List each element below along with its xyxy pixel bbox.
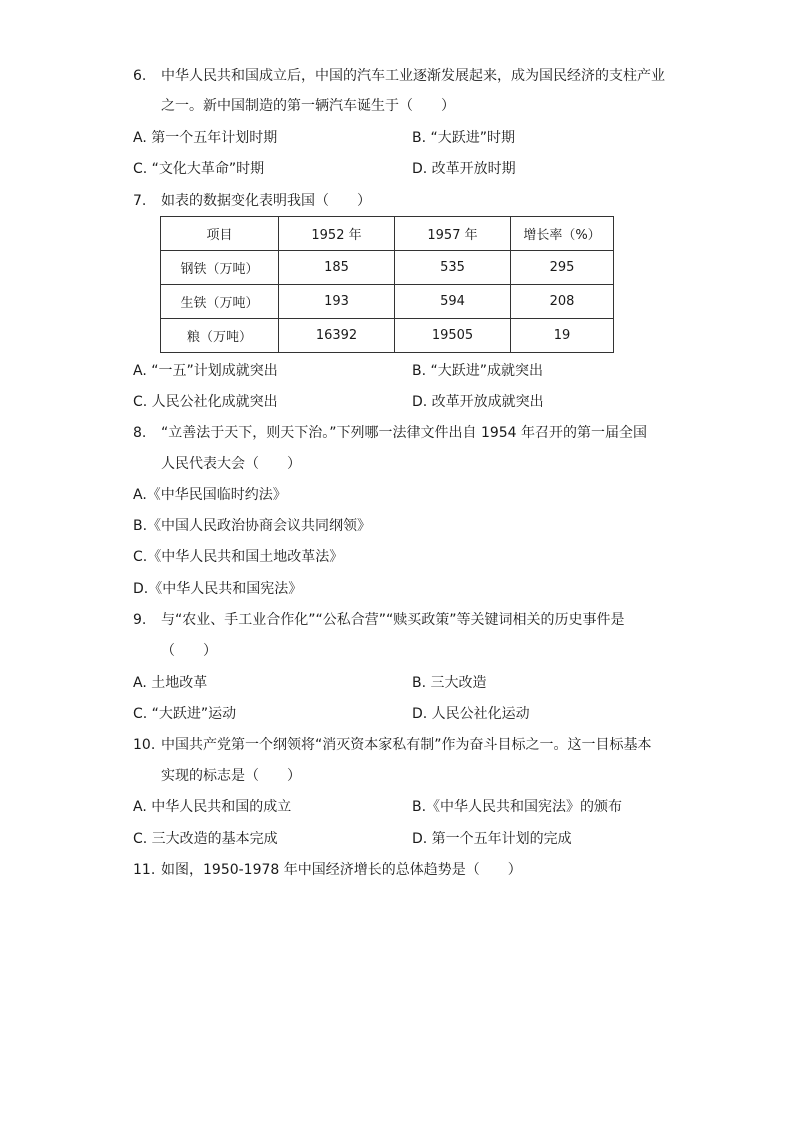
table-cell: 295 — [511, 251, 614, 285]
table-cell: 16392 — [279, 319, 395, 353]
option-b[interactable]: B. “大跃进”时期 — [412, 130, 516, 146]
table-header-cell: 1957 年 — [395, 217, 511, 251]
option-c[interactable]: C. 三大改造的基本完成 — [133, 831, 278, 847]
option-d[interactable]: D. 改革开放时期 — [412, 161, 516, 177]
question-stem: 中国共产党第一个纲领将“消灭资本家私有制”作为奋斗目标之一。这一目标基本 — [161, 737, 652, 753]
option-b[interactable]: B.《中国人民政治协商会议共同纲领》 — [133, 518, 372, 534]
table-cell: 钢铁（万吨） — [161, 251, 279, 285]
option-d[interactable]: D. 第一个五年计划的完成 — [412, 831, 572, 847]
table-cell: 粮（万吨） — [161, 319, 279, 353]
table-header-cell: 1952 年 — [279, 217, 395, 251]
question-number: 10. — [133, 737, 156, 753]
option-c[interactable]: C.《中华人民共和国土地改革法》 — [133, 549, 344, 565]
option-d[interactable]: D. 人民公社化运动 — [412, 706, 530, 722]
option-c[interactable]: C. “文化大革命”时期 — [133, 161, 265, 177]
table-header-cell: 项目 — [161, 217, 279, 251]
table-header-row — [161, 217, 614, 251]
table-cell: 535 — [395, 251, 511, 285]
question-stem: 与“农业、手工业合作化”“公私合营”“赎买政策”等关键词相关的历史事件是 — [161, 612, 625, 628]
question-number: 9. — [133, 612, 147, 628]
question-number: 8. — [133, 425, 147, 441]
question-stem: 中华人民共和国成立后，中国的汽车工业逐渐发展起来，成为国民经济的支柱产业 — [161, 68, 665, 84]
table-cell: 19505 — [395, 319, 511, 353]
table-cell: 193 — [279, 285, 395, 319]
question-stem: 如表的数据变化表明我国（ ） — [161, 193, 371, 209]
option-b[interactable]: B.《中华人民共和国宪法》的颁布 — [412, 799, 623, 815]
table-cell: 594 — [395, 285, 511, 319]
option-d[interactable]: D.《中华人民共和国宪法》 — [133, 581, 303, 597]
table-header-cell: 增长率（%） — [511, 217, 614, 251]
table-row — [161, 319, 614, 353]
table-cell: 生铁（万吨） — [161, 285, 279, 319]
question-stem-cont: 实现的标志是（ ） — [161, 768, 301, 784]
option-c[interactable]: C. 人民公社化成就突出 — [133, 394, 278, 410]
table-cell: 185 — [279, 251, 395, 285]
question-stem-cont: （ ） — [161, 643, 217, 659]
option-b[interactable]: B. 三大改造 — [412, 675, 487, 691]
question-number: 11. — [133, 862, 156, 878]
option-a[interactable]: A.《中华民国临时约法》 — [133, 487, 287, 503]
table-cell: 208 — [511, 285, 614, 319]
question-stem-cont: 之一。新中国制造的第一辆汽车诞生于（ ） — [161, 98, 455, 114]
option-d[interactable]: D. 改革开放成就突出 — [412, 394, 544, 410]
question-stem: 如图，1950-1978 年中国经济增长的总体趋势是（ ） — [161, 862, 522, 878]
option-b[interactable]: B. “大跃进”成就突出 — [412, 363, 544, 379]
option-a[interactable]: A. “一五”计划成就突出 — [133, 363, 278, 379]
question-number: 7. — [133, 193, 147, 209]
data-table — [160, 216, 614, 353]
question-stem: “立善法于天下，则天下治。”下列哪一法律文件出自 1954 年召开的第一届全国 — [161, 425, 648, 441]
table-cell: 19 — [511, 319, 614, 353]
table-row — [161, 251, 614, 285]
option-a[interactable]: A. 土地改革 — [133, 675, 208, 691]
option-a[interactable]: A. 中华人民共和国的成立 — [133, 799, 292, 815]
question-number: 6. — [133, 68, 147, 84]
option-a[interactable]: A. 第一个五年计划时期 — [133, 130, 278, 146]
table-row — [161, 285, 614, 319]
option-c[interactable]: C. “大跃进”运动 — [133, 706, 237, 722]
question-stem-cont: 人民代表大会（ ） — [161, 456, 301, 472]
